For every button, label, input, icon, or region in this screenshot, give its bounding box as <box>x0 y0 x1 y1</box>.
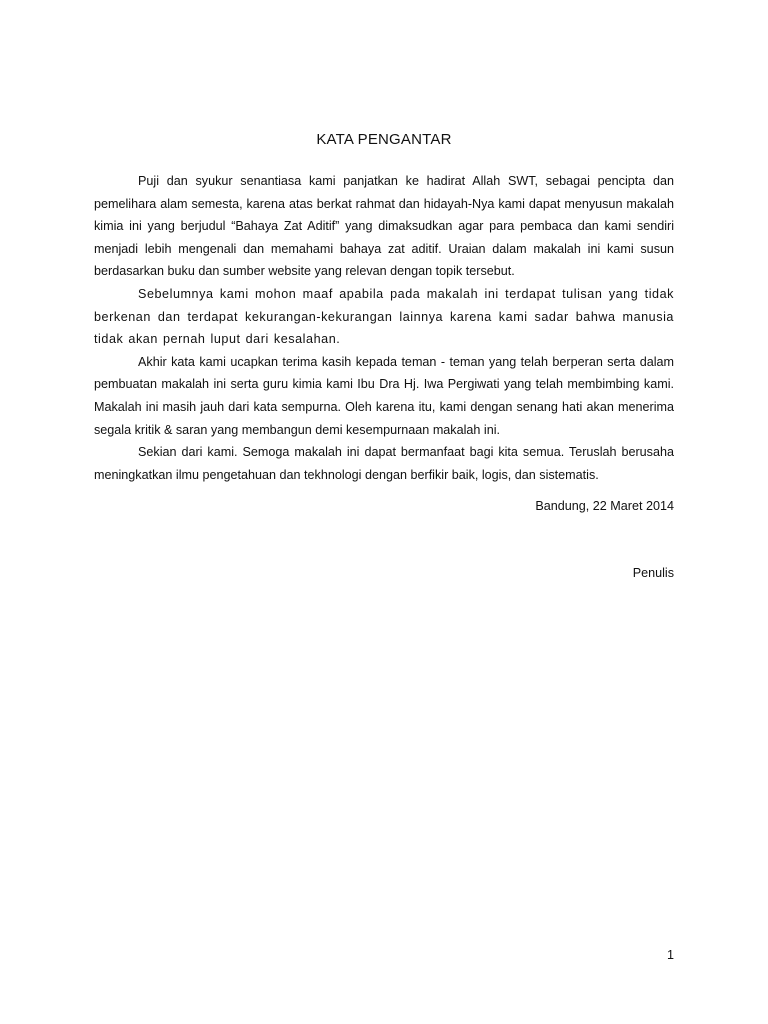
document-body <box>94 170 674 486</box>
paragraph-3: Akhir kata kami ucapkan terima kasih kepada teman - teman yang telah berperan serta dalam pembuatan makalah ini serta guru kimia kami Ibu Dra Hj. Iwa Pergiwati yang telah membimbing kami. Makalah ini masih jauh dari kata sempurna. Oleh karena itu, kami dengan senang hati akan menerima segala kritik & saran yang membangun demi kesempurnaan makalah ini. <box>94 354 674 437</box>
place-date: Bandung, 22 Maret 2014 <box>535 499 674 513</box>
paragraph-1: Puji dan syukur senantiasa kami panjatkan ke hadirat Allah SWT, sebagai pencipta dan pemelihara alam semesta, karena atas berkat rahmat dan hidayah-Nya kami dapat menyusun makalah kimia ini yang berjudul “Bahaya Zat Aditif” yang dimaksudkan agar para pembaca dan kami sendiri menjadi lebih mengenali dan memahami bahaya zat aditif. Uraian dalam makalah ini kami susun berdasarkan buku dan sumber website yang relevan dengan topik tersebut. <box>94 174 674 279</box>
paragraph-4: Sekian dari kami. Semoga makalah ini dapat bermanfaat bagi kita semua. Teruslah berusaha meningkatkan ilmu pengetahuan dan tekhnologi dengan berfikir baik, logis, dan sistematis. <box>94 445 674 482</box>
page-title: KATA PENGANTAR <box>316 131 452 148</box>
author-signature: Penulis <box>632 566 674 580</box>
paragraph-2: Sebelumnya kami mohon maaf apabila pada makalah ini terdapat tulisan yang tidak berkenan dan terdapat kekurangan-kekurangan lainnya karena kami sadar bahwa manusia tidak akan pernah luput dari kesalahan. <box>94 286 674 347</box>
page-number: 1 <box>666 948 674 962</box>
